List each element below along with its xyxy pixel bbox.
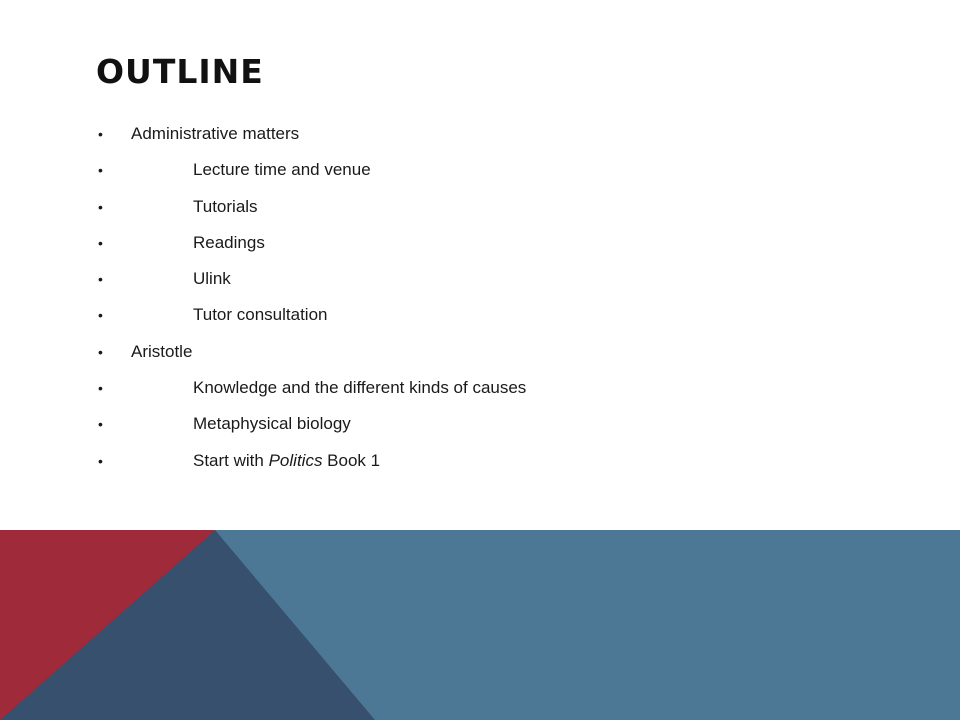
bullet-text: Tutorials <box>193 196 258 216</box>
bullet-icon: • <box>98 162 103 179</box>
bullet-icon: • <box>98 380 103 397</box>
bullet-text-start: Start with <box>193 450 269 470</box>
bullet-text: Lecture time and venue <box>193 160 371 180</box>
bullet-text: Tutor consultation <box>193 305 328 325</box>
bullet-icon: • <box>98 307 103 324</box>
bullet-text-italic: Politics <box>268 450 323 470</box>
bullet-text: Administrative matters <box>131 124 300 143</box>
bullet-icon: • <box>98 271 103 288</box>
slide-title: OUTLINE <box>96 52 264 91</box>
bullet-icon: • <box>98 452 103 469</box>
bullet-text: Knowledge and the different kinds of causes <box>193 378 527 398</box>
bullet-text: Ulink <box>193 269 231 289</box>
bullet-icon: • <box>98 126 103 142</box>
bullet-text: Readings <box>193 232 265 252</box>
bullet-text: Aristotle <box>131 341 193 361</box>
bullet-icon: • <box>98 416 103 433</box>
bullet-text-end: Book 1 <box>322 450 381 470</box>
bullet-icon: • <box>98 234 103 251</box>
bullet-text: Metaphysical biology <box>193 414 351 434</box>
bullet-icon: • <box>98 198 103 215</box>
bullet-icon: • <box>98 343 103 360</box>
bullet-text <box>193 445 380 477</box>
footer-decoration <box>0 530 960 720</box>
